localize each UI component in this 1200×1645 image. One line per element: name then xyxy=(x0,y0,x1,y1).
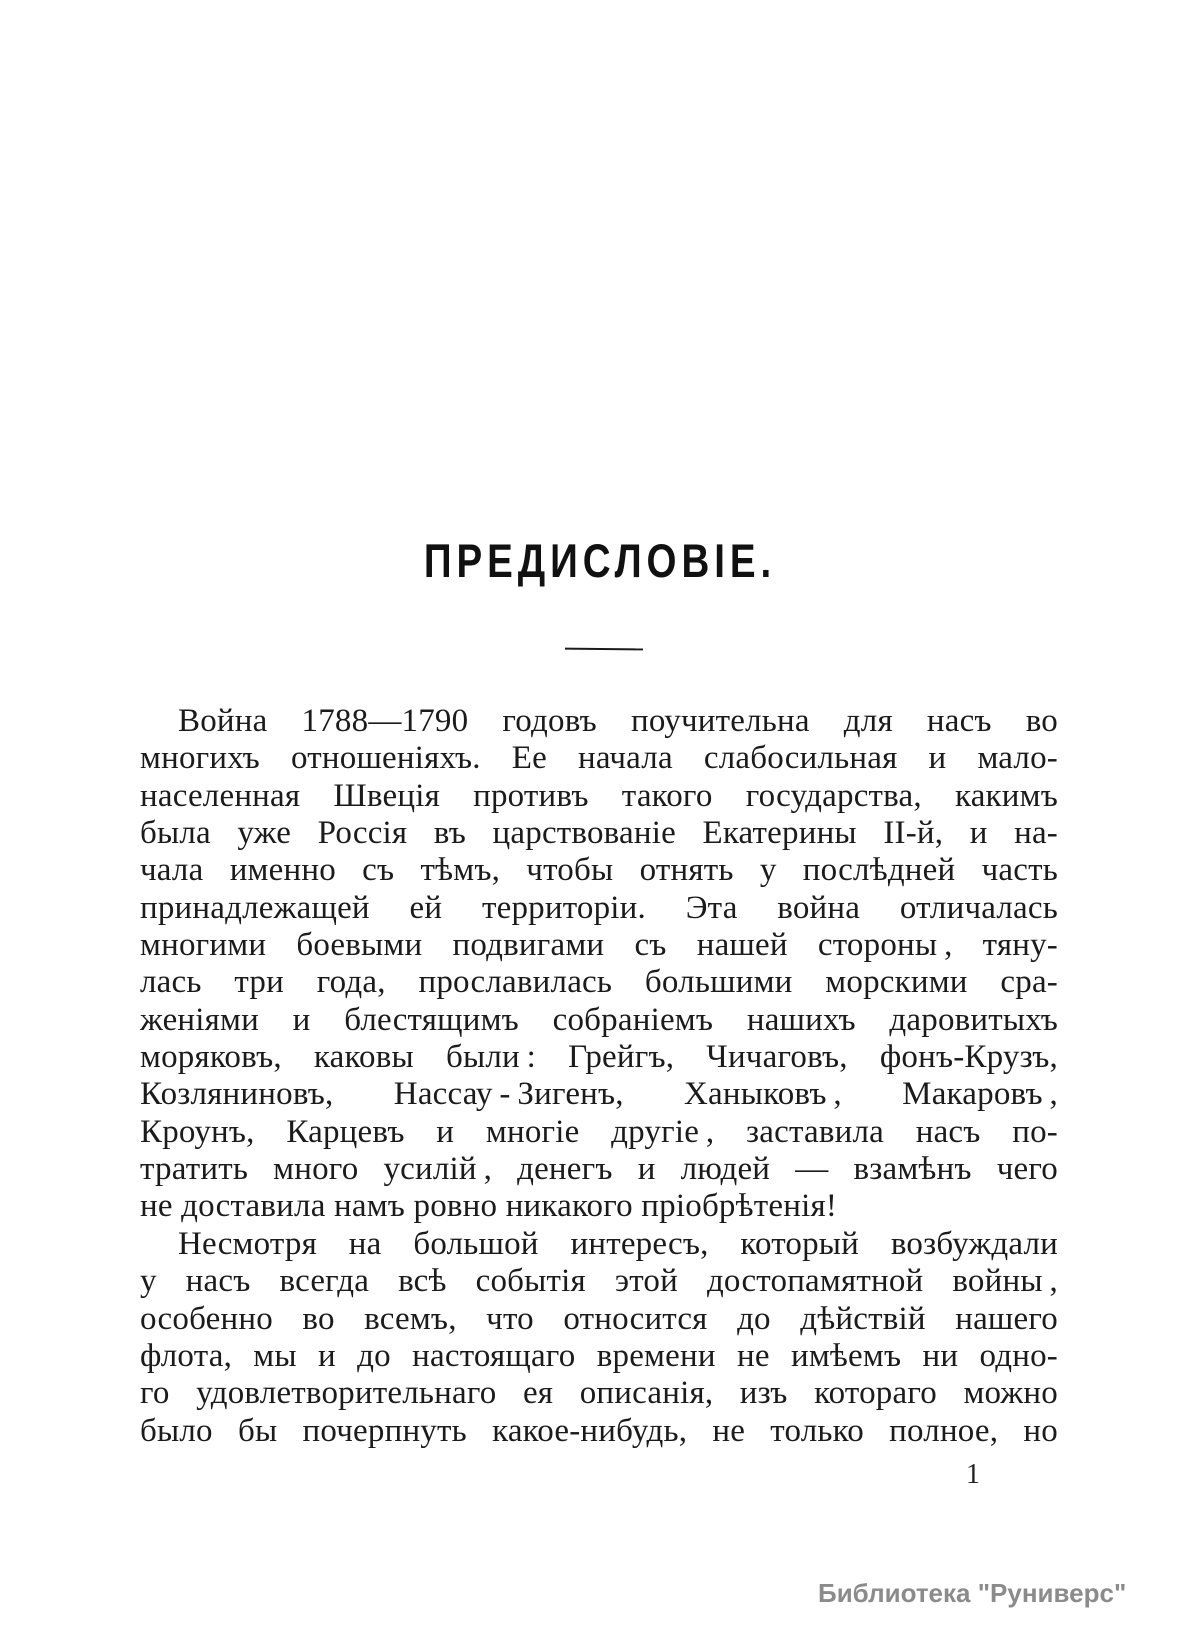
text-line: особенно во всемъ, что относится до дѣйствій нашего xyxy=(140,1300,1058,1337)
text-line: моряковъ, каковы были : Грейгъ, Чичаговъ, фонъ-Крузъ, xyxy=(140,1039,1058,1076)
text-line: многими боевыми подвигами съ нашей стороны , тяну- xyxy=(140,927,1058,964)
text-line: женіями и блестящимъ собраніемъ нашихъ даровитыхъ xyxy=(140,1001,1058,1038)
page-title: ПРЕДИСЛОВІЕ. xyxy=(423,534,777,587)
text-line: многихъ отношеніяхъ. Ее начала слабосильная и мало- xyxy=(140,740,1058,777)
title-divider xyxy=(565,648,643,651)
text-line: была уже Россія въ царствованіе Екатерины II-й, и на- xyxy=(140,815,1058,852)
body-text xyxy=(140,703,1058,1450)
text-line: Кроунъ, Карцевъ и многіе другіе , заставила насъ по- xyxy=(140,1113,1058,1150)
page-number: 1 xyxy=(966,1459,980,1490)
text-line: тратить много усилій , денегъ и людей — взамѣнъ чего xyxy=(140,1151,1058,1188)
text-line: Война 1788—1790 годовъ поучительна для насъ во xyxy=(178,703,1058,739)
text-line: чала именно съ тѣмъ, чтобы отнять у послѣдней часть xyxy=(140,852,1058,889)
text-line: населенная Швеція противъ такого государства, какимъ xyxy=(140,777,1058,814)
text-line: было бы почерпнуть какое-нибудь, не только полное, но xyxy=(140,1412,1058,1449)
text-line: Несмотря на большой интересъ, который возбуждали xyxy=(178,1225,1058,1262)
text-line: го удовлетворительнаго ея описанія, изъ котораго можно xyxy=(140,1375,1058,1412)
text-line: лась три года, прославилась большими морскими сра- xyxy=(140,964,1058,1001)
text-line: флота, мы и до настоящаго времени не имѣемъ ни одно- xyxy=(140,1337,1058,1374)
text-line: не доставила намъ ровно никакого пріобрѣтенія! xyxy=(140,1188,838,1225)
text-line: принадлежащей ей территоріи. Эта война отличалась xyxy=(140,889,1058,926)
text-line: у насъ всегда всѣ событія этой достопамятной войны , xyxy=(140,1263,1058,1300)
library-watermark: Библиотека "Руниверс" xyxy=(818,1578,1127,1608)
text-line: Козляниновъ, Нассау - Зигенъ, Ханыковъ , Макаровъ , xyxy=(140,1076,1058,1113)
